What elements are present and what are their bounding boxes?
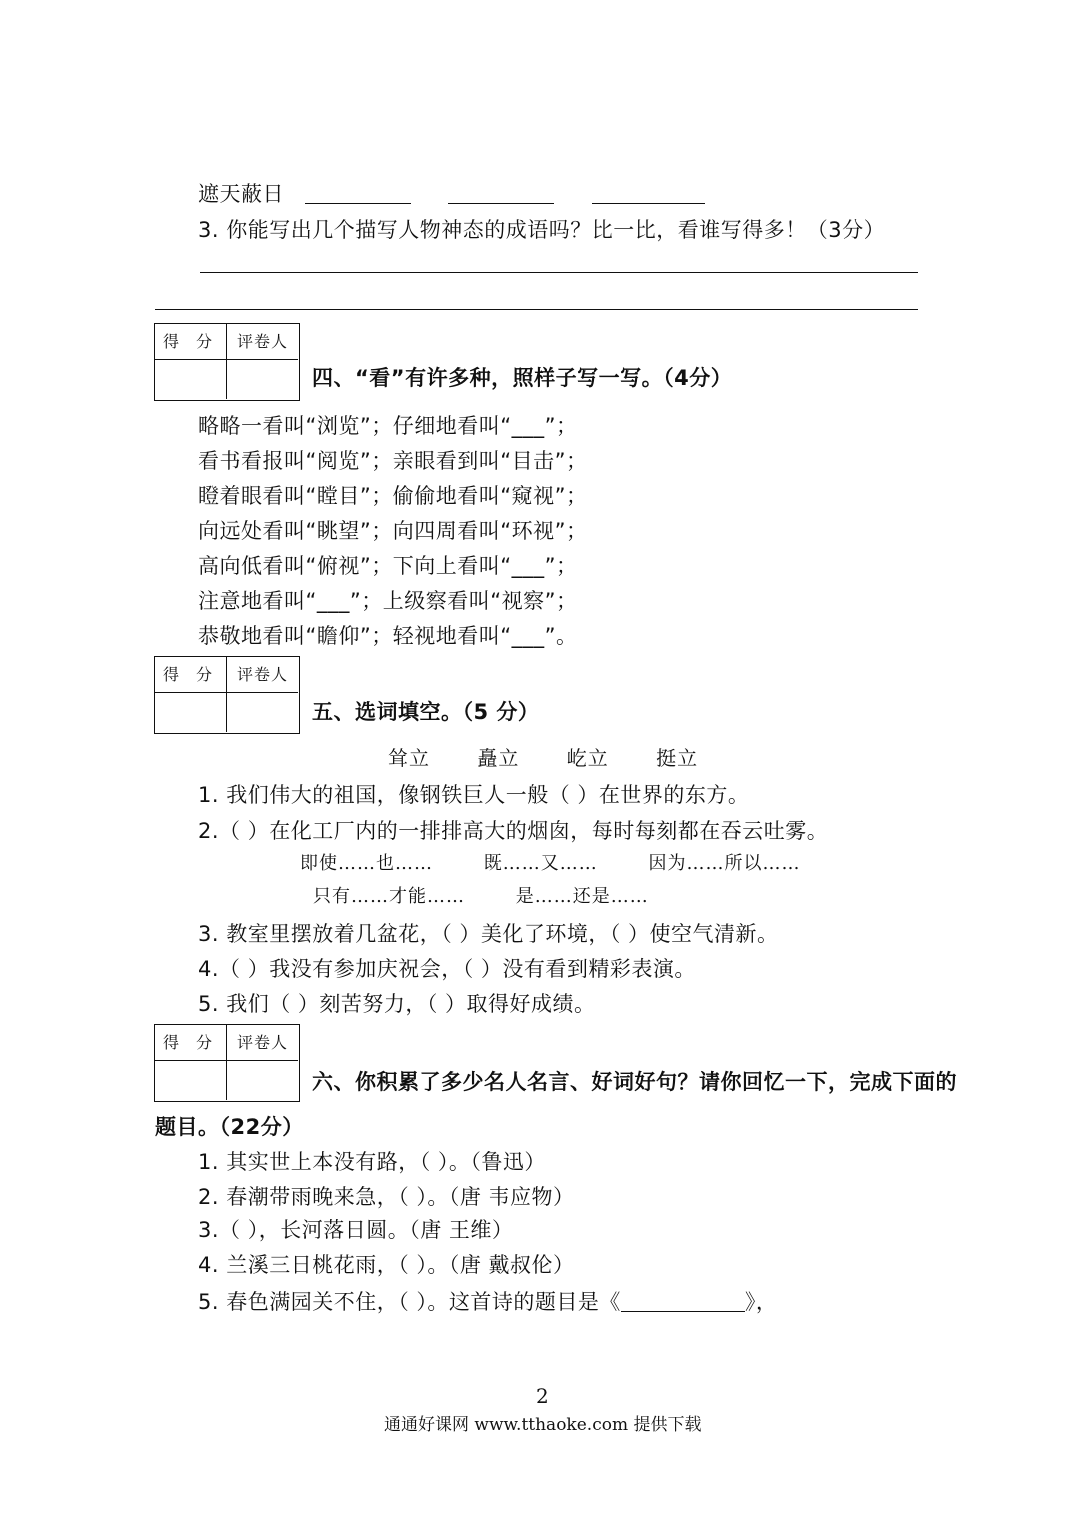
section-4-line-7: 恭敬地看叫“瞻仰”；轻视地看叫“___”。: [198, 624, 578, 648]
score-cell[interactable]: [155, 693, 227, 732]
conjunction-row-2: [313, 882, 649, 908]
grader-cell[interactable]: [227, 360, 298, 399]
answer-line-1[interactable]: [200, 272, 918, 273]
section-5-q4: 4.（ ）我没有参加庆祝会，（ ）没有看到精彩表演。: [198, 957, 696, 981]
page-number: 2: [536, 1384, 549, 1408]
word-option: 挺立: [656, 746, 699, 770]
idiom-blank-2[interactable]: [448, 183, 554, 204]
grader-label: 评卷人: [227, 657, 298, 693]
word-option: 耸立: [388, 746, 430, 770]
section-4-line-5: 高向低看叫“俯视”；下向上看叫“___”；: [198, 554, 578, 578]
idiom-text: 遮天蔽日: [198, 182, 284, 206]
section-6-q1: 1. 其实世上本没有路，（ ）。（鲁迅）: [198, 1150, 546, 1174]
footer-source: 通通好课网 www.tthaoke.com 提供下载: [384, 1415, 702, 1435]
section-4-line-2: 看书看报叫“阅览”；亲眼看到叫“目击”；: [198, 449, 588, 473]
section-6-q5-text: 5. 春色满园关不住，（ ）。这首诗的题目是《: [198, 1290, 621, 1314]
section-5-title: 五、选词填空。（5 分）: [312, 700, 540, 724]
conjunction-option: 只有……才能……: [313, 886, 465, 907]
section-6-q2: 2. 春潮带雨晚来急，（ ）。（唐 韦应物）: [198, 1185, 575, 1209]
score-box-section-4: [154, 323, 300, 401]
section-6-q4: 4. 兰溪三日桃花雨，（ ）。（唐 戴叔伦）: [198, 1253, 575, 1277]
score-box-section-5: [154, 656, 300, 734]
conjunction-option: 既……又……: [483, 853, 598, 874]
idiom-blank-3[interactable]: [592, 183, 705, 204]
question-3-3: 3. 你能写出几个描写人物神态的成语吗？比一比，看谁写得多！（3分）: [198, 218, 886, 242]
conjunction-option: 即使……也……: [300, 853, 433, 874]
section-5-q1: 1. 我们伟大的祖国，像钢铁巨人一般（ ）在世界的东方。: [198, 783, 750, 807]
word-option: 屹立: [566, 746, 609, 770]
section-4-line-6: 注意地看叫“___”；上级察看叫“视察”；: [198, 589, 578, 613]
score-label: 得 分: [155, 657, 227, 693]
conjunction-option: 因为……所以……: [648, 853, 801, 874]
score-label: 得 分: [155, 324, 227, 360]
grader-cell[interactable]: [227, 1061, 298, 1100]
section-6-title: 六、你积累了多少名人名言、好词好句？请你回忆一下，完成下面的: [312, 1070, 957, 1094]
section-4-title: 四、“看”有许多种，照样子写一写。（4分）: [312, 366, 733, 390]
grader-cell[interactable]: [227, 693, 298, 732]
section-6-q5: [198, 1286, 777, 1316]
grader-label: 评卷人: [227, 324, 298, 360]
word-bank: [388, 742, 698, 771]
section-6-title-cont: 题目。（22分）: [155, 1115, 304, 1139]
section-6-q5-end: 》，: [744, 1290, 778, 1314]
conjunction-row-1: [300, 849, 800, 875]
grader-label: 评卷人: [227, 1025, 298, 1061]
section-4-line-1: 略略一看叫“浏览”；仔细地看叫“___”；: [198, 414, 578, 438]
section-4-line-4: 向远处看叫“眺望”；向四周看叫“环视”；: [198, 519, 588, 543]
section-5-q2: 2.（ ）在化工厂内的一排排高大的烟囱，每时每刻都在吞云吐雾。: [198, 819, 829, 843]
conjunction-option: 是……还是……: [515, 886, 649, 907]
section-5-q3: 3. 教室里摆放着几盆花，（ ）美化了环境，（ ）使空气清新。: [198, 922, 779, 946]
poem-title-blank[interactable]: [621, 1291, 745, 1312]
section-6-q3: 3.（ ），长河落日圆。（唐 王维）: [198, 1218, 514, 1242]
section-5-q5: 5. 我们（ ）刻苦努力，（ ）取得好成绩。: [198, 992, 596, 1016]
score-cell[interactable]: [155, 360, 227, 399]
score-label: 得 分: [155, 1025, 227, 1061]
idiom-blank-1[interactable]: [305, 183, 411, 204]
section-4-line-3: 瞪着眼看叫“瞠目”；偷偷地看叫“窥视”；: [198, 484, 588, 508]
idiom-example: [198, 178, 705, 208]
score-box-section-6: [154, 1024, 300, 1102]
word-option: 矗立: [477, 746, 520, 770]
score-cell[interactable]: [155, 1061, 227, 1100]
answer-line-2[interactable]: [155, 309, 918, 310]
